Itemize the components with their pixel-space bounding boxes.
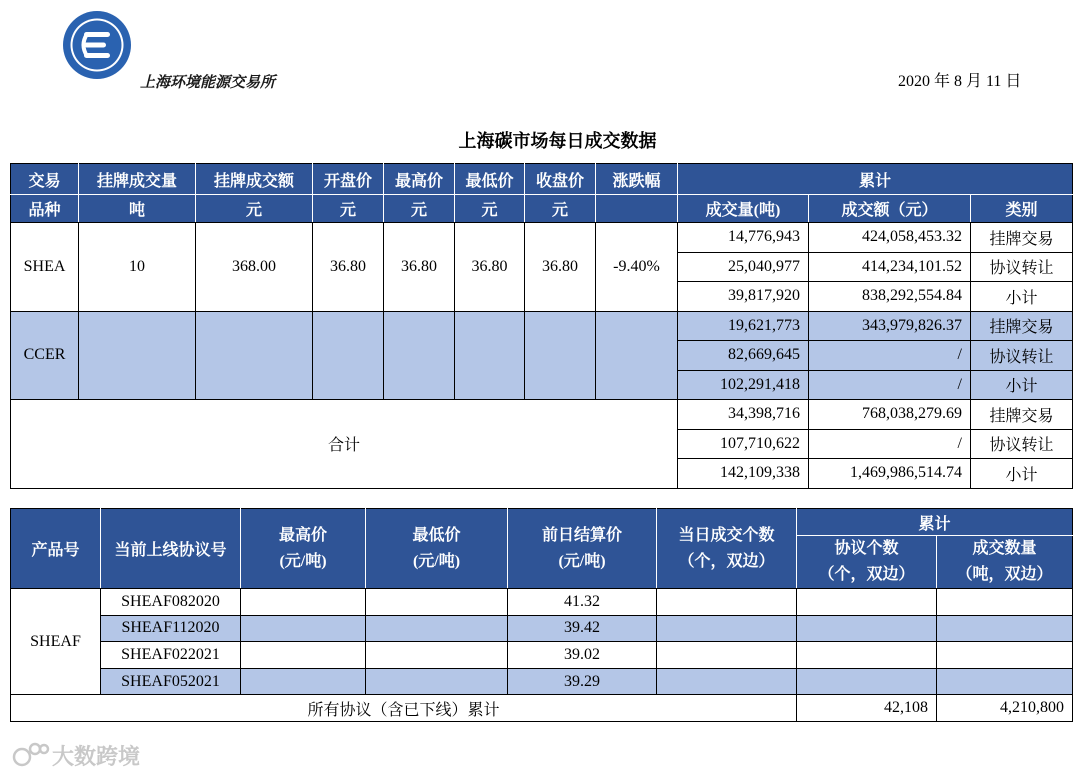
exchange-logo-text: 上海环境能源交易所 [140, 73, 276, 91]
table-row [11, 311, 1073, 341]
cumulative-volume-cell [937, 668, 1073, 695]
prev-settle-price: 39.29 [508, 668, 657, 695]
header-unit: 吨 [79, 195, 196, 223]
contract-code: SHEAF052021 [101, 668, 241, 695]
cumulative-category: 小计 [971, 459, 1073, 489]
cumulative-volume-cell [937, 642, 1073, 669]
header-daily-count [657, 509, 797, 589]
product-name: CCER [11, 311, 79, 400]
close-price [525, 311, 596, 400]
cumulative-amount: / [809, 370, 971, 400]
futures-contract-table [10, 508, 1073, 722]
prev-settle-price: 39.02 [508, 642, 657, 669]
low-price-cell [366, 589, 508, 616]
header-high-price-unit: (元/吨) [279, 552, 327, 570]
cumulative-amount: 414,234,101.52 [809, 252, 971, 282]
contract-code: SHEAF082020 [101, 589, 241, 616]
high-price: 36.80 [384, 223, 455, 312]
header-unit: 元 [384, 195, 455, 223]
header-row [11, 164, 1073, 195]
high-price-cell [241, 642, 366, 669]
header-low-price [366, 509, 508, 589]
cumulative-category: 挂牌交易 [971, 311, 1073, 341]
price-change: -9.40% [596, 223, 678, 312]
header-prev-settle-label: 前日结算价 [541, 526, 622, 544]
cumulative-amount: 768,038,279.69 [809, 400, 971, 430]
cumulative-volume-cell [937, 615, 1073, 642]
cumulative-count-cell [797, 589, 937, 616]
cumulative-category: 协议转让 [971, 429, 1073, 459]
footer-cumulative-volume: 4,210,800 [937, 695, 1073, 722]
product-name: SHEA [11, 223, 79, 312]
cumulative-category: 小计 [971, 370, 1073, 400]
header-cumulative-count [797, 536, 937, 589]
daily-count-cell [657, 615, 797, 642]
price-change [596, 311, 678, 400]
open-price: 36.80 [313, 223, 384, 312]
cumulative-category: 小计 [971, 282, 1073, 312]
listed-amount [196, 311, 313, 400]
header-category: 类别 [971, 195, 1073, 223]
header-unit: 元 [196, 195, 313, 223]
daily-count-cell [657, 642, 797, 669]
cumulative-volume: 102,291,418 [678, 370, 809, 400]
header-cumulative-count-unit: （个，双边） [818, 566, 915, 583]
table-row [11, 400, 1073, 430]
header-cumulative-count-label: 协议个数 [834, 540, 899, 557]
cumulative-volume: 25,040,977 [678, 252, 809, 282]
cumulative-volume: 82,669,645 [678, 341, 809, 371]
footer-label: 所有协议（含已下线）累计 [11, 695, 797, 722]
header-cumulative-volume-unit: （吨，双边） [956, 566, 1053, 583]
header-daily-count-label: 当日成交个数 [678, 526, 775, 544]
low-price-cell [366, 668, 508, 695]
header-contract: 当前上线协议号 [101, 509, 241, 589]
cumulative-volume: 34,398,716 [678, 400, 809, 430]
low-price: 36.80 [455, 223, 525, 312]
exchange-logo-icon [62, 10, 132, 80]
cumulative-category: 协议转让 [971, 341, 1073, 371]
low-price-cell [366, 642, 508, 669]
header-price-change: 涨跌幅 [596, 164, 678, 195]
cumulative-amount: 343,979,826.37 [809, 311, 971, 341]
cumulative-count-cell [797, 642, 937, 669]
header-close-price: 收盘价 [525, 164, 596, 195]
header-daily-count-unit: （个，双边） [678, 552, 775, 570]
cumulative-category: 协议转让 [971, 252, 1073, 282]
prev-settle-price: 41.32 [508, 589, 657, 616]
cumulative-category: 挂牌交易 [971, 223, 1073, 253]
table-row [11, 589, 1073, 616]
header-unit: 元 [525, 195, 596, 223]
listed-volume: 10 [79, 223, 196, 312]
cumulative-volume: 39,817,920 [678, 282, 809, 312]
cumulative-amount: 838,292,554.84 [809, 282, 971, 312]
header-high-price: 最高价 [384, 164, 455, 195]
open-price [313, 311, 384, 400]
header-row [11, 509, 1073, 536]
total-label: 合计 [11, 400, 678, 489]
header-open-price: 开盘价 [313, 164, 384, 195]
header-listed-volume: 挂牌成交量 [79, 164, 196, 195]
table-row [11, 223, 1073, 253]
daily-count-cell [657, 589, 797, 616]
header-high-price [241, 509, 366, 589]
table-row [11, 615, 1073, 642]
header-prev-settle-unit: (元/吨) [558, 552, 606, 570]
page-title: 上海碳市场每日成交数据 [458, 131, 657, 151]
low-price [455, 311, 525, 400]
table-row [11, 668, 1073, 695]
cumulative-volume: 14,776,943 [678, 223, 809, 253]
contract-code: SHEAF112020 [101, 615, 241, 642]
product-code: SHEAF [11, 589, 101, 695]
high-price-cell [241, 589, 366, 616]
header-high-price-label: 最高价 [278, 526, 327, 544]
cumulative-amount: / [809, 341, 971, 371]
listed-volume [79, 311, 196, 400]
high-price-cell [241, 615, 366, 642]
header-empty-cell [596, 195, 678, 223]
cumulative-volume: 19,621,773 [678, 311, 809, 341]
header-cumulative-volume [937, 536, 1073, 589]
header-cumulative: 累计 [678, 164, 1073, 195]
cumulative-volume: 107,710,622 [678, 429, 809, 459]
close-price: 36.80 [525, 223, 596, 312]
table-footer-row [11, 695, 1073, 722]
cumulative-amount: 1,469,986,514.74 [809, 459, 971, 489]
header-variety: 品种 [11, 195, 79, 223]
header-trade: 交易 [11, 164, 79, 195]
header-low-price-unit: (元/吨) [412, 552, 461, 570]
report-date: 2020 年 8 月 11 日 [898, 73, 1022, 90]
header-cumulative-volume-label: 成交数量 [972, 540, 1037, 557]
watermark-text: 大数跨境 [52, 745, 141, 770]
header-cumulative: 累计 [797, 509, 1073, 536]
prev-settle-price: 39.42 [508, 615, 657, 642]
header-cumulative-volume: 成交量(吨) [678, 195, 809, 223]
cumulative-count-cell [797, 615, 937, 642]
low-price-cell [366, 615, 508, 642]
header-listed-amount: 挂牌成交额 [196, 164, 313, 195]
cumulative-category: 挂牌交易 [971, 400, 1073, 430]
header-product-code: 产品号 [11, 509, 101, 589]
daily-count-cell [657, 668, 797, 695]
header-low-price-label: 最低价 [412, 526, 461, 544]
header-unit: 元 [455, 195, 525, 223]
cumulative-volume-cell [937, 589, 1073, 616]
high-price-cell [241, 668, 366, 695]
header-cumulative-amount: 成交额（元） [809, 195, 971, 223]
header-low-price: 最低价 [455, 164, 525, 195]
listed-amount: 368.00 [196, 223, 313, 312]
daily-trading-table [10, 163, 1073, 489]
contract-code: SHEAF022021 [101, 642, 241, 669]
high-price [384, 311, 455, 400]
watermark-logo-icon [10, 740, 50, 770]
cumulative-volume: 142,109,338 [678, 459, 809, 489]
cumulative-amount: / [809, 429, 971, 459]
footer-cumulative-count: 42,108 [797, 695, 937, 722]
header-row [11, 195, 1073, 223]
header-unit: 元 [313, 195, 384, 223]
table-row [11, 642, 1073, 669]
header-prev-settle [508, 509, 657, 589]
cumulative-amount: 424,058,453.32 [809, 223, 971, 253]
cumulative-count-cell [797, 668, 937, 695]
